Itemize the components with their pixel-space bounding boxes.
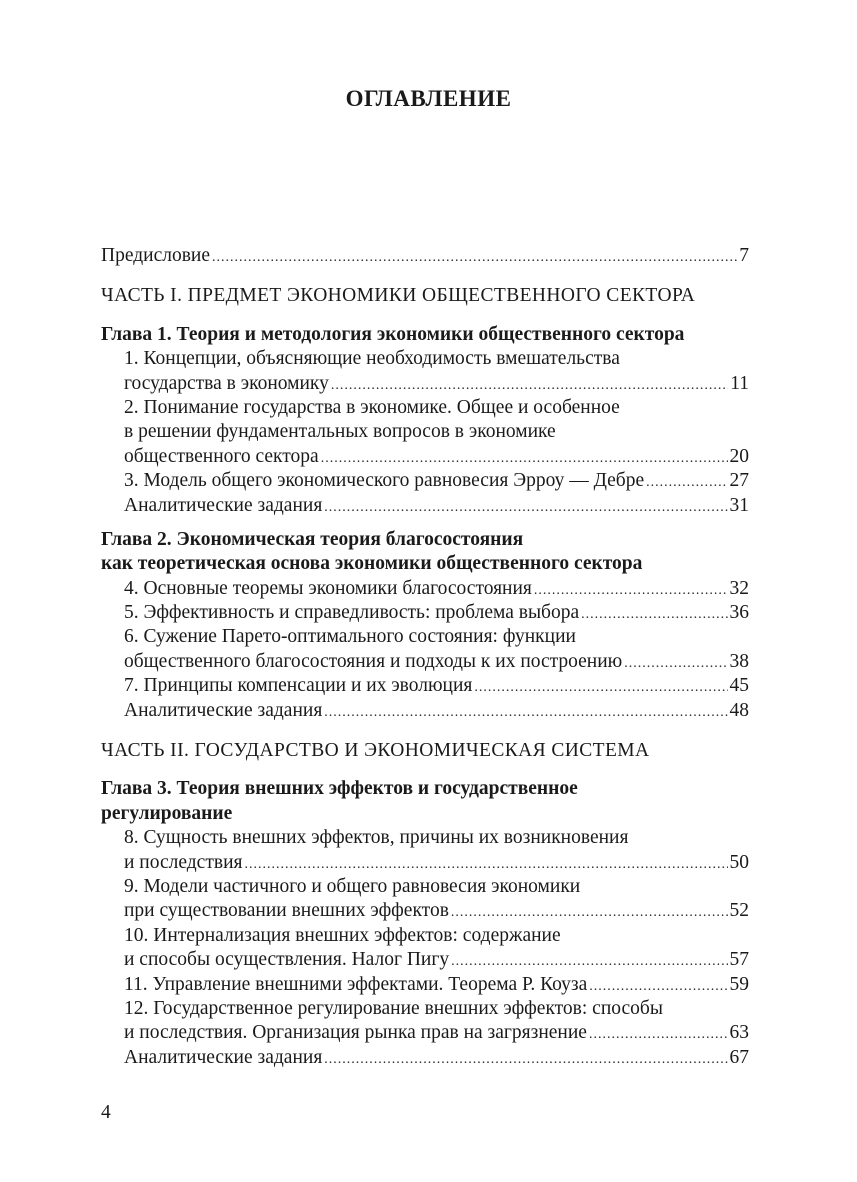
toc-entry-text: общественного благосостояния и подходы к их построению bbox=[124, 650, 623, 672]
chapter-heading-3[interactable] bbox=[101, 777, 749, 826]
toc-entry-text: 2. Понимание государства в экономике. Общее и особенное bbox=[124, 396, 620, 418]
toc-page-number: 38 bbox=[729, 650, 749, 672]
toc-entry-preface[interactable] bbox=[101, 244, 749, 268]
toc-entry-text: 7. Принципы компенсации и их эволюция bbox=[124, 675, 473, 697]
toc-entry-text: 4. Основные теоремы экономики благосостояния bbox=[124, 577, 532, 599]
toc-page-number: 31 bbox=[729, 494, 749, 516]
toc-entry-text: Аналитические задания bbox=[124, 1046, 323, 1068]
toc-entry-text: и последствия. Организация рынка прав на загрязнение bbox=[124, 1022, 587, 1044]
leader-dots bbox=[589, 1021, 728, 1047]
leader-dots bbox=[474, 674, 727, 700]
page-number: 4 bbox=[101, 1102, 111, 1123]
leader-dots bbox=[324, 494, 727, 520]
toc-entry-text: 9. Модели частичного и общего равновесия экономики bbox=[124, 875, 581, 897]
toc-entry-1[interactable] bbox=[101, 347, 749, 396]
leader-dots bbox=[534, 577, 728, 603]
toc-page-number: 67 bbox=[729, 1046, 749, 1068]
toc-entry-text: 6. Сужение Парето-оптимального состояния: функции bbox=[124, 626, 576, 648]
toc-page-number: 48 bbox=[729, 699, 749, 721]
toc-entry-text: 10. Интернализация внешних эффектов: содержание bbox=[124, 924, 561, 946]
toc-entry-2[interactable] bbox=[101, 396, 749, 469]
toc-entry-text: Предисловие bbox=[101, 245, 211, 266]
leader-dots bbox=[212, 244, 737, 270]
toc-entry-text: Аналитические задания bbox=[124, 494, 323, 516]
chapter-heading-1[interactable]: Глава 1. Теория и методология экономики общественного сектора bbox=[101, 323, 685, 345]
leader-dots bbox=[589, 973, 727, 999]
leader-dots bbox=[451, 948, 727, 974]
toc-entry-text: 3. Модель общего экономического равновесия Эрроу — Дебре bbox=[124, 470, 645, 492]
toc-page-number: 36 bbox=[729, 602, 749, 624]
toc-page-number: 59 bbox=[729, 973, 749, 995]
toc-page-number: 63 bbox=[729, 1022, 749, 1044]
toc-entry-text: 1. Концепции, объясняющие необходимость вмешательства bbox=[124, 348, 620, 370]
toc-entry-tasks-3[interactable] bbox=[101, 1046, 749, 1070]
leader-dots bbox=[331, 372, 728, 398]
toc-entry-text: и способы осуществления. Налог Пигу bbox=[124, 949, 450, 971]
chapter-title-line: как теоретическая основа экономики общественного сектора bbox=[101, 553, 643, 575]
toc-page-number: 45 bbox=[729, 675, 749, 697]
toc-entry-9[interactable] bbox=[101, 875, 749, 924]
toc-entry-text: в решении фундаментальных вопросов в экономике bbox=[124, 421, 556, 443]
table-of-contents bbox=[101, 244, 749, 1070]
toc-entry-12[interactable] bbox=[101, 997, 749, 1046]
toc-entry-text: 5. Эффективность и справедливость: проблема выбора bbox=[124, 602, 580, 624]
toc-entry-5[interactable] bbox=[101, 601, 749, 625]
leader-dots bbox=[244, 851, 727, 877]
toc-entry-3[interactable] bbox=[101, 469, 749, 493]
toc-entry-6[interactable] bbox=[101, 625, 749, 674]
leader-dots bbox=[324, 1046, 727, 1072]
toc-entry-text: государства в экономику bbox=[124, 372, 329, 394]
leader-dots bbox=[581, 601, 727, 627]
toc-page-number: 7 bbox=[739, 245, 749, 266]
page-title: ОГЛАВЛЕНИЕ bbox=[345, 86, 512, 111]
toc-entry-tasks-2[interactable] bbox=[101, 699, 749, 723]
toc-entry-4[interactable] bbox=[101, 577, 749, 601]
toc-entry-text: Аналитические задания bbox=[124, 699, 323, 721]
leader-dots bbox=[451, 899, 728, 925]
leader-dots bbox=[324, 699, 727, 725]
chapter-title-line: регулирование bbox=[101, 802, 233, 824]
toc-entry-10[interactable] bbox=[101, 924, 749, 973]
toc-entry-text: 11. Управление внешними эффектами. Теорема Р. Коуза bbox=[124, 973, 588, 995]
part-heading-1: ЧАСТЬ I. ПРЕДМЕТ ЭКОНОМИКИ ОБЩЕСТВЕННОГО СЕКТОРА bbox=[101, 285, 696, 307]
toc-page-number: 52 bbox=[729, 900, 749, 922]
chapter-heading-2[interactable] bbox=[101, 528, 749, 577]
toc-page-number: 27 bbox=[729, 470, 749, 492]
toc-entry-text: 12. Государственное регулирование внешних эффектов: способы bbox=[124, 997, 663, 1019]
toc-entry-text: общественного сектора bbox=[124, 445, 319, 467]
toc-entry-text: при существовании внешних эффектов bbox=[124, 900, 449, 922]
leader-dots bbox=[646, 469, 727, 495]
toc-page-number: 50 bbox=[729, 851, 749, 873]
toc-entry-7[interactable] bbox=[101, 674, 749, 698]
chapter-title-line: Глава 3. Теория внешних эффектов и государственное bbox=[101, 778, 578, 800]
toc-page-number: 57 bbox=[729, 949, 749, 971]
toc-entry-tasks-1[interactable] bbox=[101, 494, 749, 518]
toc-page-number: 20 bbox=[729, 445, 749, 467]
part-heading-2: ЧАСТЬ II. ГОСУДАРСТВО И ЭКОНОМИЧЕСКАЯ СИСТЕМА bbox=[101, 740, 650, 762]
chapter-title-line: Глава 2. Экономическая теория благосостояния bbox=[101, 528, 524, 550]
toc-entry-8[interactable] bbox=[101, 826, 749, 875]
toc-entry-text: и последствия bbox=[124, 851, 243, 873]
toc-entry-11[interactable] bbox=[101, 973, 749, 997]
leader-dots bbox=[321, 445, 728, 471]
toc-page-number: 11 bbox=[730, 372, 749, 394]
toc-entry-text: 8. Сущность внешних эффектов, причины их возникновения bbox=[124, 827, 629, 849]
leader-dots bbox=[624, 650, 727, 676]
toc-page-number: 32 bbox=[729, 577, 749, 599]
